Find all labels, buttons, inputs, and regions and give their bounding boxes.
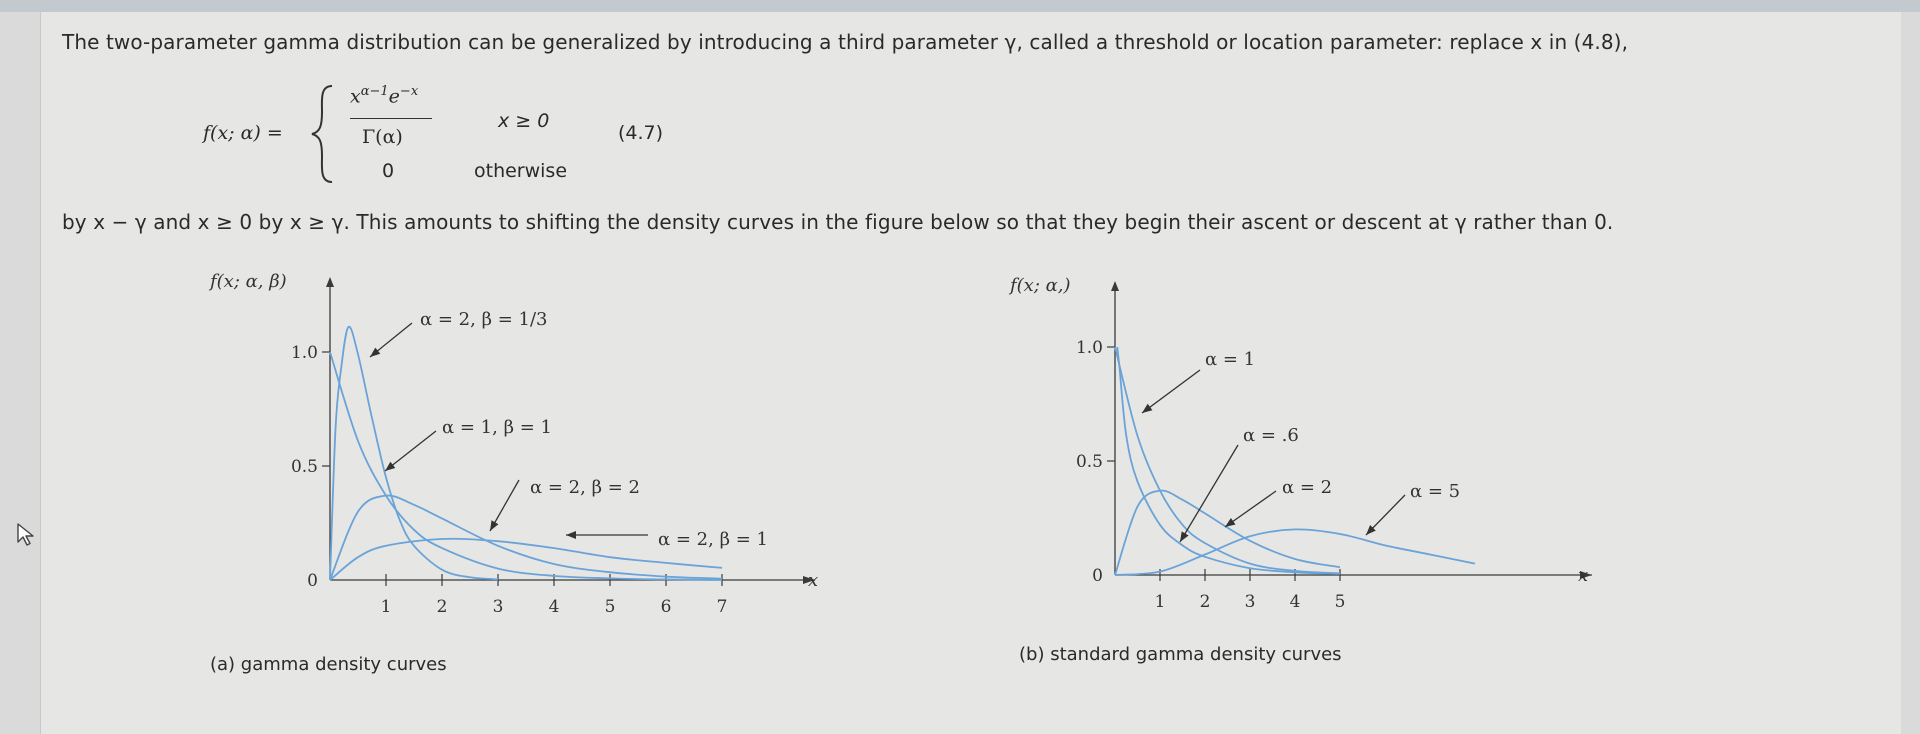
y-tick-label: 1.0 xyxy=(1075,338,1103,358)
figure-a-caption: (a) gamma density curves xyxy=(210,654,447,675)
figure-a-chart xyxy=(180,265,840,645)
intro-paragraph: The two-parameter gamma distribution can be generalized by introducing a third parameter γ, called a threshold or location parameter: replace x in (4.8), xyxy=(62,30,1629,54)
formula-numerator: $x^{\alpha-1}e^{-x}$ xyxy=(350,84,419,108)
series-label-2: α = 1, β = 1 xyxy=(442,417,552,438)
leader-arrow-icon xyxy=(1180,531,1189,542)
figure-b-chart xyxy=(1000,265,1620,645)
leader-arrow-icon xyxy=(370,348,380,357)
x-axis-label: x xyxy=(808,570,819,591)
figure-b-caption: (b) standard gamma density curves xyxy=(1019,644,1342,665)
y-axis-label: f(x; α, β) xyxy=(210,271,287,292)
leader-arrow-icon xyxy=(490,520,498,531)
leader-arrow-icon xyxy=(1225,518,1236,527)
y-axis-label: f(x; α,) xyxy=(1010,275,1071,296)
top-bar xyxy=(0,0,1920,12)
x-tick-label: 1 xyxy=(380,597,392,617)
leader-arrow-icon xyxy=(566,531,576,539)
series-curve-4 xyxy=(1115,529,1475,575)
x-tick-label: 6 xyxy=(660,597,672,617)
equation-number: (4.7) xyxy=(618,122,664,144)
series-label-2: α = .6 xyxy=(1243,425,1299,446)
left-brace-icon xyxy=(306,82,340,186)
y-tick-label: 1.0 xyxy=(290,343,318,363)
leader-line xyxy=(1142,370,1200,413)
x-tick-label: 3 xyxy=(492,597,504,617)
y-axis-arrow-icon xyxy=(326,277,334,287)
x-tick-label: 5 xyxy=(1334,592,1346,612)
leader-arrow-icon xyxy=(1142,404,1152,413)
leader-line xyxy=(1180,445,1238,542)
fraction-bar xyxy=(350,118,432,119)
mouse-pointer-icon xyxy=(14,522,40,548)
y-tick-label: 0 xyxy=(1092,566,1103,586)
series-label-4: α = 2, β = 1 xyxy=(658,529,768,550)
formula-case1-condition: x ≥ 0 xyxy=(498,110,550,132)
x-tick-label: 1 xyxy=(1154,592,1166,612)
formula-denominator: Γ(α) xyxy=(362,126,403,148)
y-tick-label: 0 xyxy=(307,571,318,591)
x-tick-label: 2 xyxy=(1199,592,1211,612)
series-label-1: α = 2, β = 1/3 xyxy=(420,309,548,330)
x-tick-label: 4 xyxy=(1289,592,1301,612)
series-curve-3 xyxy=(1115,490,1340,575)
formula-case2-value: 0 xyxy=(382,160,395,182)
formula-case2-condition: otherwise xyxy=(474,160,568,182)
shift-paragraph: by x − γ and x ≥ 0 by x ≥ γ. This amounts to shifting the density curves in the figure below so that they begin their ascent or descent at γ rather than 0. xyxy=(62,210,1614,234)
x-tick-label: 7 xyxy=(716,597,728,617)
series-label-3: α = 2 xyxy=(1282,477,1333,498)
x-tick-label: 4 xyxy=(548,597,560,617)
y-tick-label: 0.5 xyxy=(1075,452,1103,472)
formula-lhs: f(x; α) = xyxy=(203,122,283,144)
x-tick-label: 3 xyxy=(1244,592,1256,612)
series-label-3: α = 2, β = 2 xyxy=(530,477,640,498)
leader-arrow-icon xyxy=(385,462,395,471)
x-tick-label: 2 xyxy=(436,597,448,617)
x-tick-label: 5 xyxy=(604,597,616,617)
y-axis-arrow-icon xyxy=(1111,281,1119,291)
series-curve-1 xyxy=(1115,347,1340,573)
y-tick-label: 0.5 xyxy=(290,457,318,477)
series-label-1: α = 1 xyxy=(1205,349,1256,370)
series-label-4: α = 5 xyxy=(1410,481,1461,502)
x-axis-label: x xyxy=(1578,565,1589,586)
